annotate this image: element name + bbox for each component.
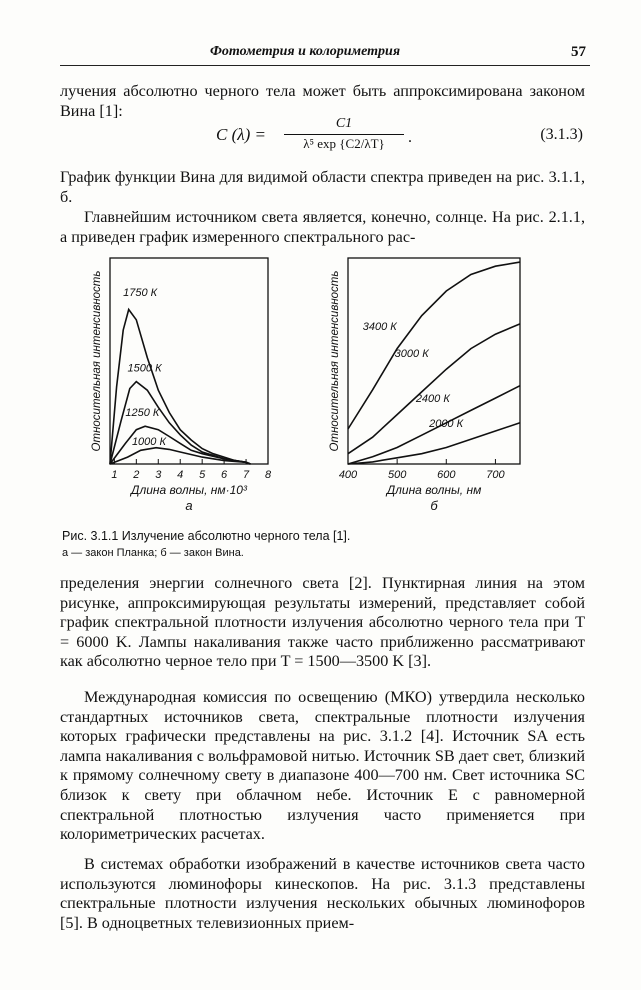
x-tick-label: 3 xyxy=(155,469,162,481)
x-tick-label: 400 xyxy=(338,469,358,481)
paragraph-sun: Главнейшим источником света является, конечно, солнце. На рис. 2.1.1, а приведен график измеренного спектрального рас- xyxy=(60,208,585,246)
equation-wien xyxy=(60,116,585,158)
equation-fraction xyxy=(284,116,404,152)
x-axis-label: Длина волны, нм xyxy=(386,483,482,497)
series-label: 1500 К xyxy=(127,362,162,375)
x-tick-label: 500 xyxy=(387,469,407,481)
x-tick-label: 700 xyxy=(486,469,505,481)
panel-label: а xyxy=(185,498,193,513)
x-tick-label: 6 xyxy=(221,469,228,481)
x-axis-label: Длина волны, нм·10³ xyxy=(131,483,247,497)
y-axis-label: Относительная интенсивность xyxy=(91,270,103,452)
series-label: 3000 К xyxy=(394,347,429,360)
figure-subcaption: а — закон Планка; б — закон Вина. xyxy=(62,547,244,559)
series-label: 1750 К xyxy=(123,286,158,299)
equation-numerator: C1 xyxy=(335,116,353,131)
page-number: 57 xyxy=(571,44,586,60)
series-label: 3400 К xyxy=(362,321,397,334)
equation-lhs: C (λ) = xyxy=(216,125,266,144)
running-header xyxy=(60,44,590,64)
plot-frame xyxy=(348,258,520,464)
fraction-bar xyxy=(284,134,404,135)
x-tick-label: 4 xyxy=(177,469,184,481)
y-axis-label: Относительная интенсивность xyxy=(329,270,341,452)
x-tick-label: 7 xyxy=(242,469,250,481)
paragraph-solar-energy: пределения энергии солнечного света [2]. Пунктирная линия на этом рисунке, аппроксимирующая результаты измерений, представляет собой график спектральной плотности излучения абсолютно черного тела при T = 6000 K. Лампы накаливания также часто приближенно рассматривают как абсолютно черное тело при T = 1500—3500 K [3]. xyxy=(60,574,585,671)
chart-wien xyxy=(320,252,540,522)
panel-label: б xyxy=(430,498,438,513)
paragraph-intro: лучения абсолютно черного тела может быть аппроксимирована законом Вина [1]: xyxy=(60,82,585,120)
paragraph-phosphors: В системах обработки изображений в качестве источников света часто используются люминофоры кинескопов. На рис. 3.1.3 представлены спектральные плотности излучения нескольких обычных люминофоров [5]. В одноцветных телевизионных прием- xyxy=(60,855,585,932)
series-label: 2000 К xyxy=(429,417,464,430)
series-label: 1000 К xyxy=(131,436,166,449)
x-tick-label: 600 xyxy=(437,469,456,481)
running-header-title: Фотометрия и колориметрия xyxy=(210,44,401,59)
x-tick-label: 5 xyxy=(199,469,206,481)
equation-number: (3.1.3) xyxy=(540,126,583,143)
series-label: 1250 К xyxy=(125,406,160,419)
series-label: 2400 К xyxy=(415,393,450,406)
x-tick-label: 8 xyxy=(264,469,272,481)
paragraph-cie: Международная комиссия по освещению (МКО) утвердила несколько стандартных источников света, спектральные плотности излучения которых графически представлены на рис. 3.1.2 [4]. Источник SA есть лампа накаливания с вольфрамовой нитью. Источник SB дает свет, близкий к прямому солнечному свету в диапазоне 400—700 нм. Свет источника SC близок к свету при облачном небе. Источник E с равномерной спектральной плотностью излучения часто применяется при колориметрических расчетах. xyxy=(60,688,585,844)
x-tick-label: 2 xyxy=(133,469,140,481)
figure-caption: Рис. 3.1.1 Излучение абсолютно черного тела [1]. xyxy=(62,529,351,543)
equation-denominator: λ⁵ exp {C2/λT} xyxy=(303,136,385,151)
chart-planck xyxy=(80,252,320,522)
equation-period: . xyxy=(408,129,412,146)
x-tick-label: 1 xyxy=(111,469,118,481)
header-rule xyxy=(60,65,590,66)
paragraph-wien-plot: График функции Вина для видимой области спектра приведен на рис. 3.1.1, б. xyxy=(60,168,585,206)
